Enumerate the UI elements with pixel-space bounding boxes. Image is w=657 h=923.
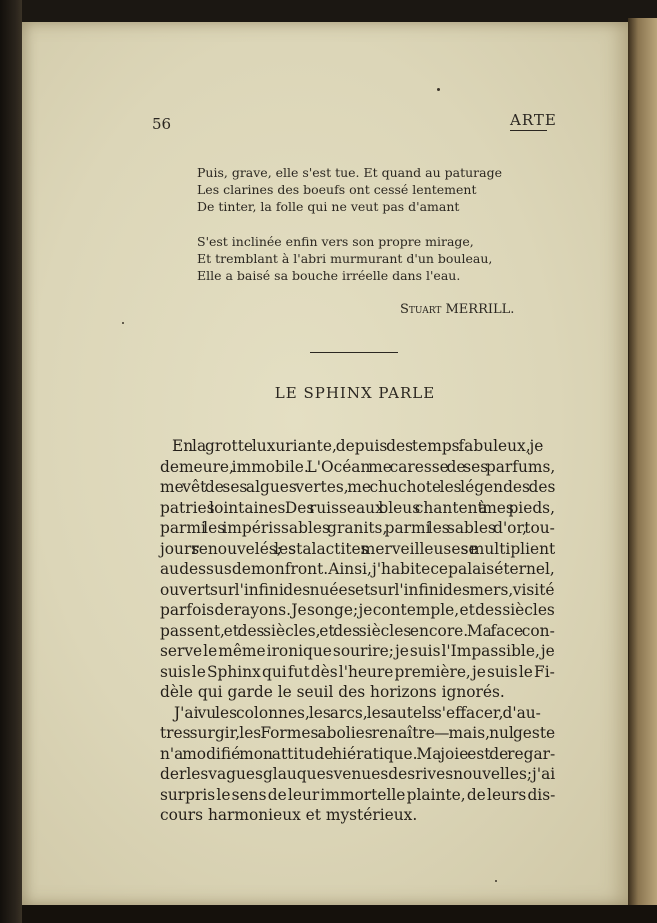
author-first-name: Stuart — [400, 302, 442, 317]
prose-line: jours renouvelés; les stalactites merveilleuses se multiplient — [160, 539, 556, 558]
prose-line: tres surgir, les Formes abolies renaître — mais, nul geste — [160, 724, 556, 742]
prose-line: n'a modifié mon attitude hiératique. Ma joie est de regar- — [160, 744, 556, 763]
prose-line: me vêt de ses algues vertes, me chuchote les légendes des — [160, 478, 556, 496]
poem — [197, 164, 517, 302]
section-separator — [310, 352, 398, 353]
verse-line: Puis, grave, elle s'est tue. Et quand au paturage — [197, 165, 502, 180]
page-number: 56 — [152, 115, 172, 133]
prose-line: passent, et des siècles, et des siècles encore. Ma face con- — [160, 621, 555, 640]
prose-line: suis le Sphinx qui fut dès l'heure première, je suis le Fi- — [160, 662, 555, 681]
prose-line: ouvert sur l'infini des nuées et sur l'infini des mers, visité — [160, 580, 555, 599]
prose-line: J'ai vu les colonnes, les arcs, les autels s'effacer, d'au- — [174, 703, 541, 722]
ink-speck — [495, 880, 497, 882]
verse-line: S'est inclinée enfin vers son propre mirage, — [197, 234, 474, 249]
prose-line: parmi les impérissables granits, parmi les sables d'or, tou- — [160, 519, 555, 537]
running-title-underline — [510, 130, 547, 131]
poem-stanza — [197, 233, 517, 284]
ink-speck — [122, 322, 124, 324]
bottom-shadow — [22, 905, 657, 923]
prose-body — [160, 436, 555, 826]
prose-line: der les vagues glauques venues des rives nouvelles; j'ai — [160, 765, 556, 783]
prose-line: surpris le sens de leur immortelle plainte, de leurs dis- — [160, 785, 556, 804]
running-title: ARTE — [510, 111, 557, 129]
prose-line: serve le même ironique sourire; je suis l'Impassible, je — [160, 642, 555, 660]
verse-line: Les clarines des boeufs ont cessé lentement — [197, 182, 477, 197]
prose-line: dèle qui garde le seuil des horizons ignorés. — [160, 683, 505, 701]
author-last-name: MERRILL. — [445, 302, 515, 317]
prose-line: parfois de rayons. Je songe; je contemple, et des siècles — [160, 601, 555, 619]
poem-stanza — [197, 164, 517, 215]
prose-line: En la grotte luxuriante, depuis des temps fabuleux, je — [172, 437, 544, 455]
prose-line: demeure, immobile. L'Océan me caresse de ses parfums, — [160, 457, 556, 476]
section-title: LE SPHINX PARLE — [274, 384, 436, 402]
verse-line: Elle a baisé sa bouche irréelle dans l'eau. — [197, 268, 461, 283]
book-spine-shadow — [0, 0, 22, 923]
prose-line: patries lointaines. Des ruisseaux bleus chantent à mes pieds, — [160, 498, 555, 517]
facing-page-edge — [628, 18, 657, 905]
verse-line: De tinter, la folle qui ne veut pas d'amant — [197, 199, 460, 214]
prose-line: au dessus de mon front. Ainsi, j'habite ce palais éternel, — [160, 560, 555, 578]
prose-line: cours harmonieux et mystérieux. — [160, 806, 418, 824]
ink-speck — [437, 88, 440, 91]
poem-signature — [400, 302, 514, 317]
verse-line: Et tremblant à l'abri murmurant d'un bouleau, — [197, 251, 493, 266]
